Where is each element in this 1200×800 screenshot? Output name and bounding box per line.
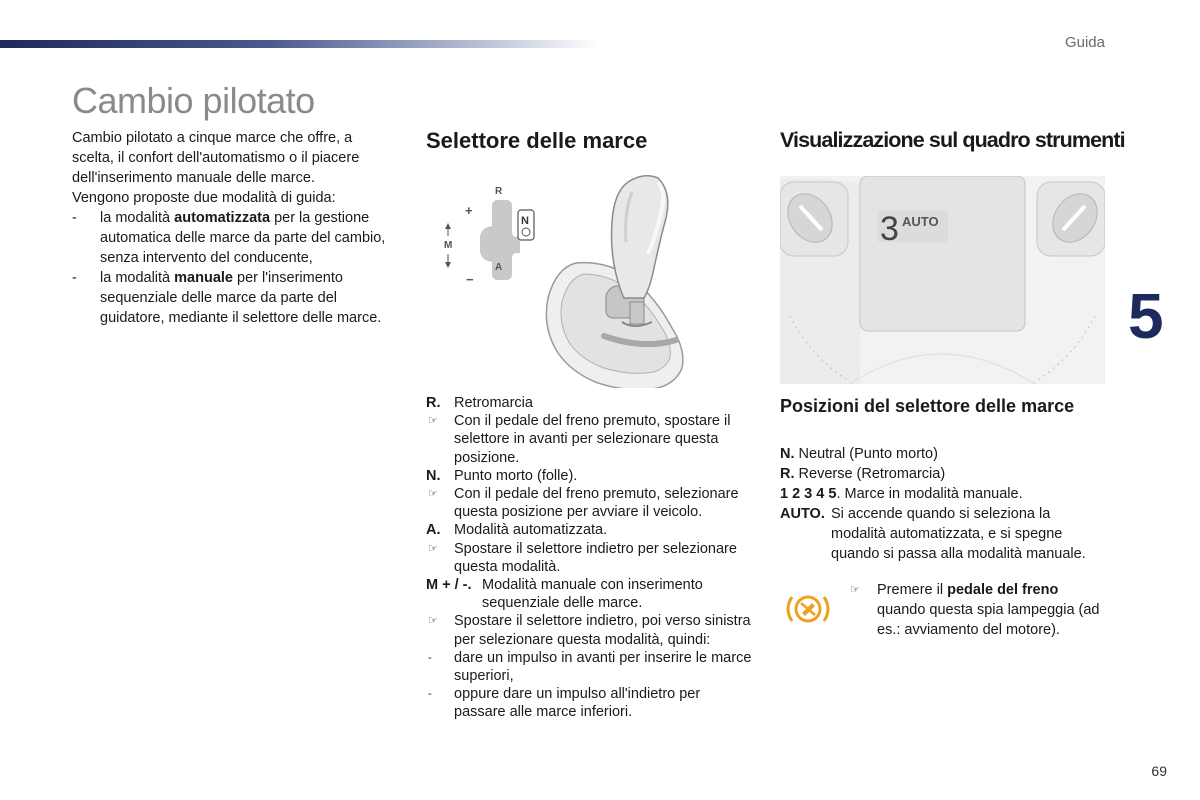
chapter-number: 5 (1128, 280, 1164, 352)
list-item: ☞ Spostare il selettore indietro, poi verso sinistra per selezionare questa modalità, quindi: (428, 613, 751, 648)
mode-item-manual: - la modalità manuale per l'inserimento sequenziale delle marce da parte del guidatore, mediante il selettore delle marce. (72, 270, 382, 326)
header-gradient-bar (0, 40, 600, 48)
brake-pedal-warning-icon (783, 589, 833, 629)
list-item: 1 2 3 4 5. Marce in modalità manuale. (780, 486, 1023, 502)
selector-positions-list (426, 394, 752, 722)
brake-note: ☞ Premere il pedale del freno quando questa spia lampeggia (ad es.: avviamento del motore). (850, 582, 1100, 638)
gear-indicator: 3 (880, 210, 899, 248)
intro-text (72, 128, 394, 328)
mode-item-automated: - la modalità automatizzata per la gestione automatica delle marce da parte del cambio, senza intervento del conducente, (72, 210, 386, 266)
list-item: ☞ Con il pedale del freno premuto, selezionare questa posizione per avviare il veicolo. (428, 486, 739, 521)
hand-pointer-icon: ☞ (850, 584, 860, 596)
instrument-cluster-illustration (780, 176, 1105, 384)
list-item: - dare un impulso in avanti per inserire le marce superiori, (428, 649, 752, 685)
gate-label-n: N (521, 215, 529, 227)
mode-indicator: AUTO (902, 214, 939, 229)
dashboard-heading: Visualizzazione sul quadro strumenti (780, 128, 1125, 152)
list-item: ☞ Con il pedale del freno premuto, spostare il selettore in avanti per selezionare questa posizione. (428, 413, 731, 466)
section-label: Guida (1064, 34, 1105, 51)
gear-selector-illustration (426, 168, 746, 388)
hand-pointer-icon: ☞ (428, 488, 438, 501)
gate-label-a: A (495, 262, 503, 273)
list-item: R. Retromarcia (426, 395, 533, 411)
gate-label-minus: − (466, 272, 474, 287)
gate-label-r: R (495, 186, 503, 197)
list-item: AUTO. Si accende quando si seleziona la modalità automatizzata, e si spegne quando si passa alla modalità manuale. (780, 506, 1086, 562)
list-item: M + / -. Modalità manuale con inserimento sequenziale delle marce. (426, 577, 703, 612)
hand-pointer-icon: ☞ (428, 415, 438, 428)
gear-lever-3d (546, 176, 683, 388)
gate-label-m: M (444, 240, 453, 251)
page-number: 69 (1151, 763, 1167, 779)
list-item: - oppure dare un impulso all'indietro per passare alle marce inferiori. (428, 686, 701, 721)
list-item: ☞ Spostare il selettore indietro per selezionare questa modalità. (428, 540, 737, 575)
hand-pointer-icon: ☞ (428, 542, 438, 555)
intro-paragraph: Cambio pilotato a cinque marce che offre, a scelta, il confort dell'automatismo o il piacere dell'inserimento manuale delle marce. (72, 130, 360, 186)
display-legend (780, 444, 1106, 564)
page-title: Cambio pilotato (72, 80, 315, 121)
selector-heading: Selettore delle marce (426, 128, 648, 153)
list-item: R. Reverse (Retromarcia) (780, 466, 946, 482)
list-item: N. Punto morto (folle). (426, 467, 578, 484)
list-item: N. Neutral (Punto morto) (780, 446, 938, 462)
gate-diagram (444, 186, 534, 287)
gate-label-plus: + (465, 203, 473, 218)
hand-pointer-icon: ☞ (428, 615, 438, 628)
selector-positions-heading: Posizioni del selettore delle marce (780, 396, 1075, 416)
list-item: A. Modalità automatizzata. (426, 522, 608, 539)
intro-modes-lead: Vengono proposte due modalità di guida: (72, 190, 336, 206)
center-display (860, 176, 1025, 331)
